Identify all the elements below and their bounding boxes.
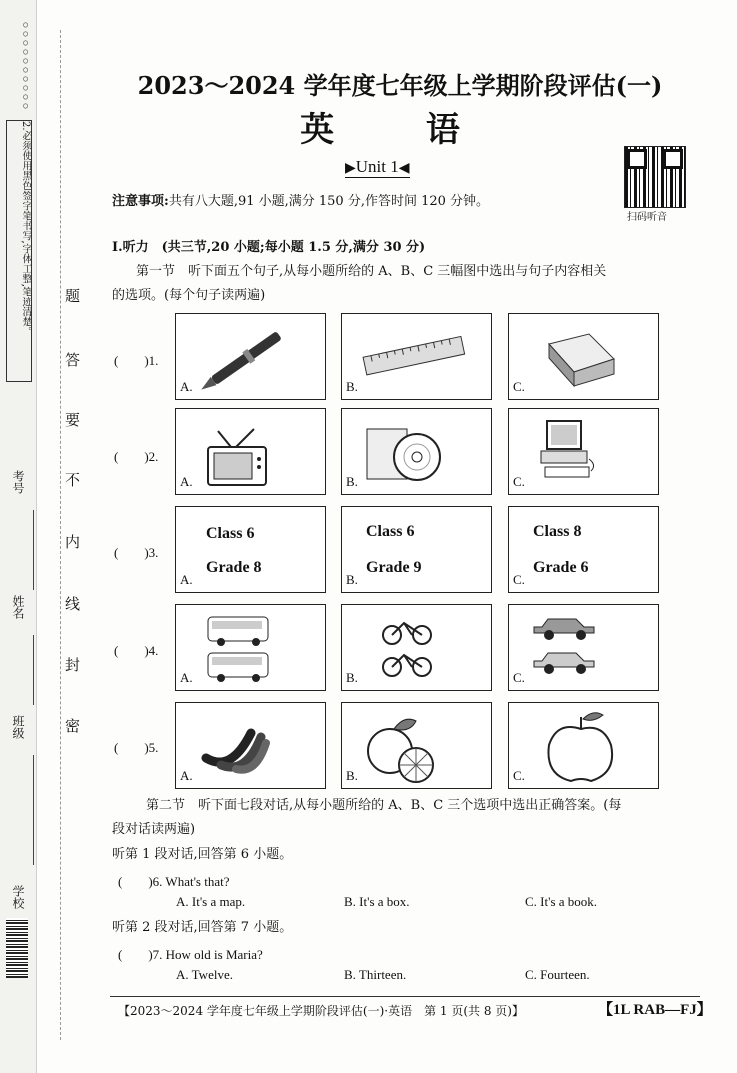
margin-notes: 2.必须使用黑色签字笔书写,字体工整,笔迹清楚。 bbox=[6, 120, 32, 382]
pen-icon bbox=[176, 314, 325, 399]
option-label: A. bbox=[180, 572, 193, 587]
option-a-tv[interactable] bbox=[175, 408, 326, 495]
field-name: 姓名 bbox=[11, 595, 25, 619]
question-number: ( )1. bbox=[114, 353, 159, 368]
q6-option-a[interactable]: A. It's a map. bbox=[176, 894, 246, 909]
footer-rule bbox=[110, 996, 700, 997]
class-text: Class 6 bbox=[206, 525, 255, 542]
option-a-pen[interactable] bbox=[175, 313, 326, 400]
seal-char: 答 bbox=[63, 352, 81, 367]
tv-icon bbox=[176, 409, 325, 494]
qr-label: 扫码听音 bbox=[627, 212, 667, 223]
q6-option-c[interactable]: C. It's a book. bbox=[525, 894, 598, 909]
barcode bbox=[6, 918, 28, 978]
seal-char: 要 bbox=[63, 412, 81, 427]
question-number: ( )5. bbox=[114, 740, 159, 755]
seal-char: 密 bbox=[63, 718, 81, 733]
seal-char: 题 bbox=[63, 288, 81, 303]
buses-icon bbox=[176, 605, 325, 690]
option-label: B. bbox=[346, 572, 358, 587]
part2-instruction: 第二节 听下面七段对话,从每小题所给的 A、B、C 三个选项中选出正确答案。(每 bbox=[146, 798, 622, 813]
seal-char: 封 bbox=[63, 657, 81, 672]
q7-option-b[interactable]: B. Thirteen. bbox=[344, 967, 407, 982]
field-line bbox=[33, 635, 34, 705]
exam-title: 2023～2024 学年度七年级上学期阶段评估(一) bbox=[137, 71, 663, 100]
option-b-bikes[interactable] bbox=[341, 604, 492, 691]
field-class: 班级 bbox=[11, 715, 25, 739]
field-line bbox=[33, 755, 34, 865]
qr-code-icon[interactable] bbox=[624, 146, 686, 208]
option-c-computer[interactable] bbox=[508, 408, 659, 495]
grade-text: Grade 9 bbox=[366, 559, 422, 576]
eraser-icon bbox=[509, 314, 658, 399]
q6-option-b[interactable]: B. It's a box. bbox=[344, 894, 410, 909]
footer-text: 【2023～2024 学年度七年级上学期阶段评估(一)·英语 第 1 页(共 8 页)】 bbox=[118, 1004, 524, 1018]
option-a-class[interactable] bbox=[175, 506, 326, 593]
dialog-1-intro: 听第 1 段对话,回答第 6 小题。 bbox=[112, 847, 293, 862]
option-label: A. bbox=[180, 379, 193, 394]
option-b-orange[interactable] bbox=[341, 702, 492, 789]
apple-icon bbox=[509, 703, 658, 788]
triangle-right-icon: ▶ bbox=[345, 161, 356, 176]
seal-char: 不 bbox=[63, 472, 81, 487]
computer-icon bbox=[509, 409, 658, 494]
bikes-icon bbox=[342, 605, 491, 690]
option-c-class[interactable] bbox=[508, 506, 659, 593]
cars-icon bbox=[509, 605, 658, 690]
q7-option-a[interactable]: A. Twelve. bbox=[176, 967, 233, 982]
option-label: C. bbox=[513, 572, 525, 587]
part2-instruction-cont: 段对话读两遍) bbox=[112, 822, 196, 837]
option-b-ruler[interactable] bbox=[341, 313, 492, 400]
ruler-icon bbox=[342, 314, 491, 399]
orange-icon bbox=[342, 703, 491, 788]
option-label: C. bbox=[513, 474, 525, 489]
unit-label: ▶Unit 1◀ bbox=[345, 157, 410, 176]
part1-instruction-cont: 的选项。(每个句子读两遍) bbox=[112, 288, 266, 303]
footer-code: 【1L RAB—FJ】 bbox=[598, 1002, 712, 1018]
option-label: A. bbox=[180, 670, 193, 685]
notice: 注意事项:共有八大题,91 小题,满分 150 分,作答时间 120 分钟。 bbox=[112, 194, 490, 209]
question-number: ( )4. bbox=[114, 643, 159, 658]
q7-stem: ( )7. How old is Maria? bbox=[118, 947, 263, 962]
option-label: B. bbox=[346, 768, 358, 783]
option-label: A. bbox=[180, 474, 193, 489]
option-label: C. bbox=[513, 379, 525, 394]
field-exam-number: 考号 bbox=[11, 470, 25, 494]
question-number: ( )3. bbox=[114, 545, 159, 560]
option-label: A. bbox=[180, 768, 193, 783]
option-c-cars[interactable] bbox=[508, 604, 659, 691]
subject-title: 英 语 bbox=[300, 110, 500, 150]
option-label: C. bbox=[513, 768, 525, 783]
grade-text: Grade 8 bbox=[206, 559, 262, 576]
seal-char: 线 bbox=[63, 596, 81, 611]
triangle-left-icon: ◀ bbox=[398, 161, 410, 176]
field-line bbox=[33, 510, 34, 590]
option-b-class[interactable] bbox=[341, 506, 492, 593]
option-label: B. bbox=[346, 379, 358, 394]
option-c-apple[interactable] bbox=[508, 702, 659, 789]
seal-line bbox=[60, 30, 61, 1040]
class-text: Class 8 bbox=[533, 523, 582, 540]
q7-option-c[interactable]: C. Fourteen. bbox=[525, 967, 590, 982]
margin-code: ○○○○○○○○○○ bbox=[21, 20, 30, 110]
cd-icon bbox=[342, 409, 491, 494]
option-label: B. bbox=[346, 670, 358, 685]
option-a-banana[interactable] bbox=[175, 702, 326, 789]
seal-char: 内 bbox=[63, 534, 81, 549]
section-heading: Ⅰ.听力 (共三节,20 小题;每小题 1.5 分,满分 30 分) bbox=[112, 240, 426, 255]
field-school: 学校 bbox=[11, 885, 25, 909]
grade-text: Grade 6 bbox=[533, 559, 589, 576]
q6-stem: ( )6. What's that? bbox=[118, 874, 230, 889]
option-b-cd[interactable] bbox=[341, 408, 492, 495]
option-label: C. bbox=[513, 670, 525, 685]
option-label: B. bbox=[346, 474, 358, 489]
dialog-2-intro: 听第 2 段对话,回答第 7 小题。 bbox=[112, 920, 293, 935]
option-a-buses[interactable] bbox=[175, 604, 326, 691]
part1-instruction: 第一节 听下面五个句子,从每小题所给的 A、B、C 三幅图中选出与句子内容相关 bbox=[136, 264, 607, 279]
option-c-eraser[interactable] bbox=[508, 313, 659, 400]
class-text: Class 6 bbox=[366, 523, 415, 540]
question-number: ( )2. bbox=[114, 449, 159, 464]
banana-icon bbox=[176, 703, 325, 788]
